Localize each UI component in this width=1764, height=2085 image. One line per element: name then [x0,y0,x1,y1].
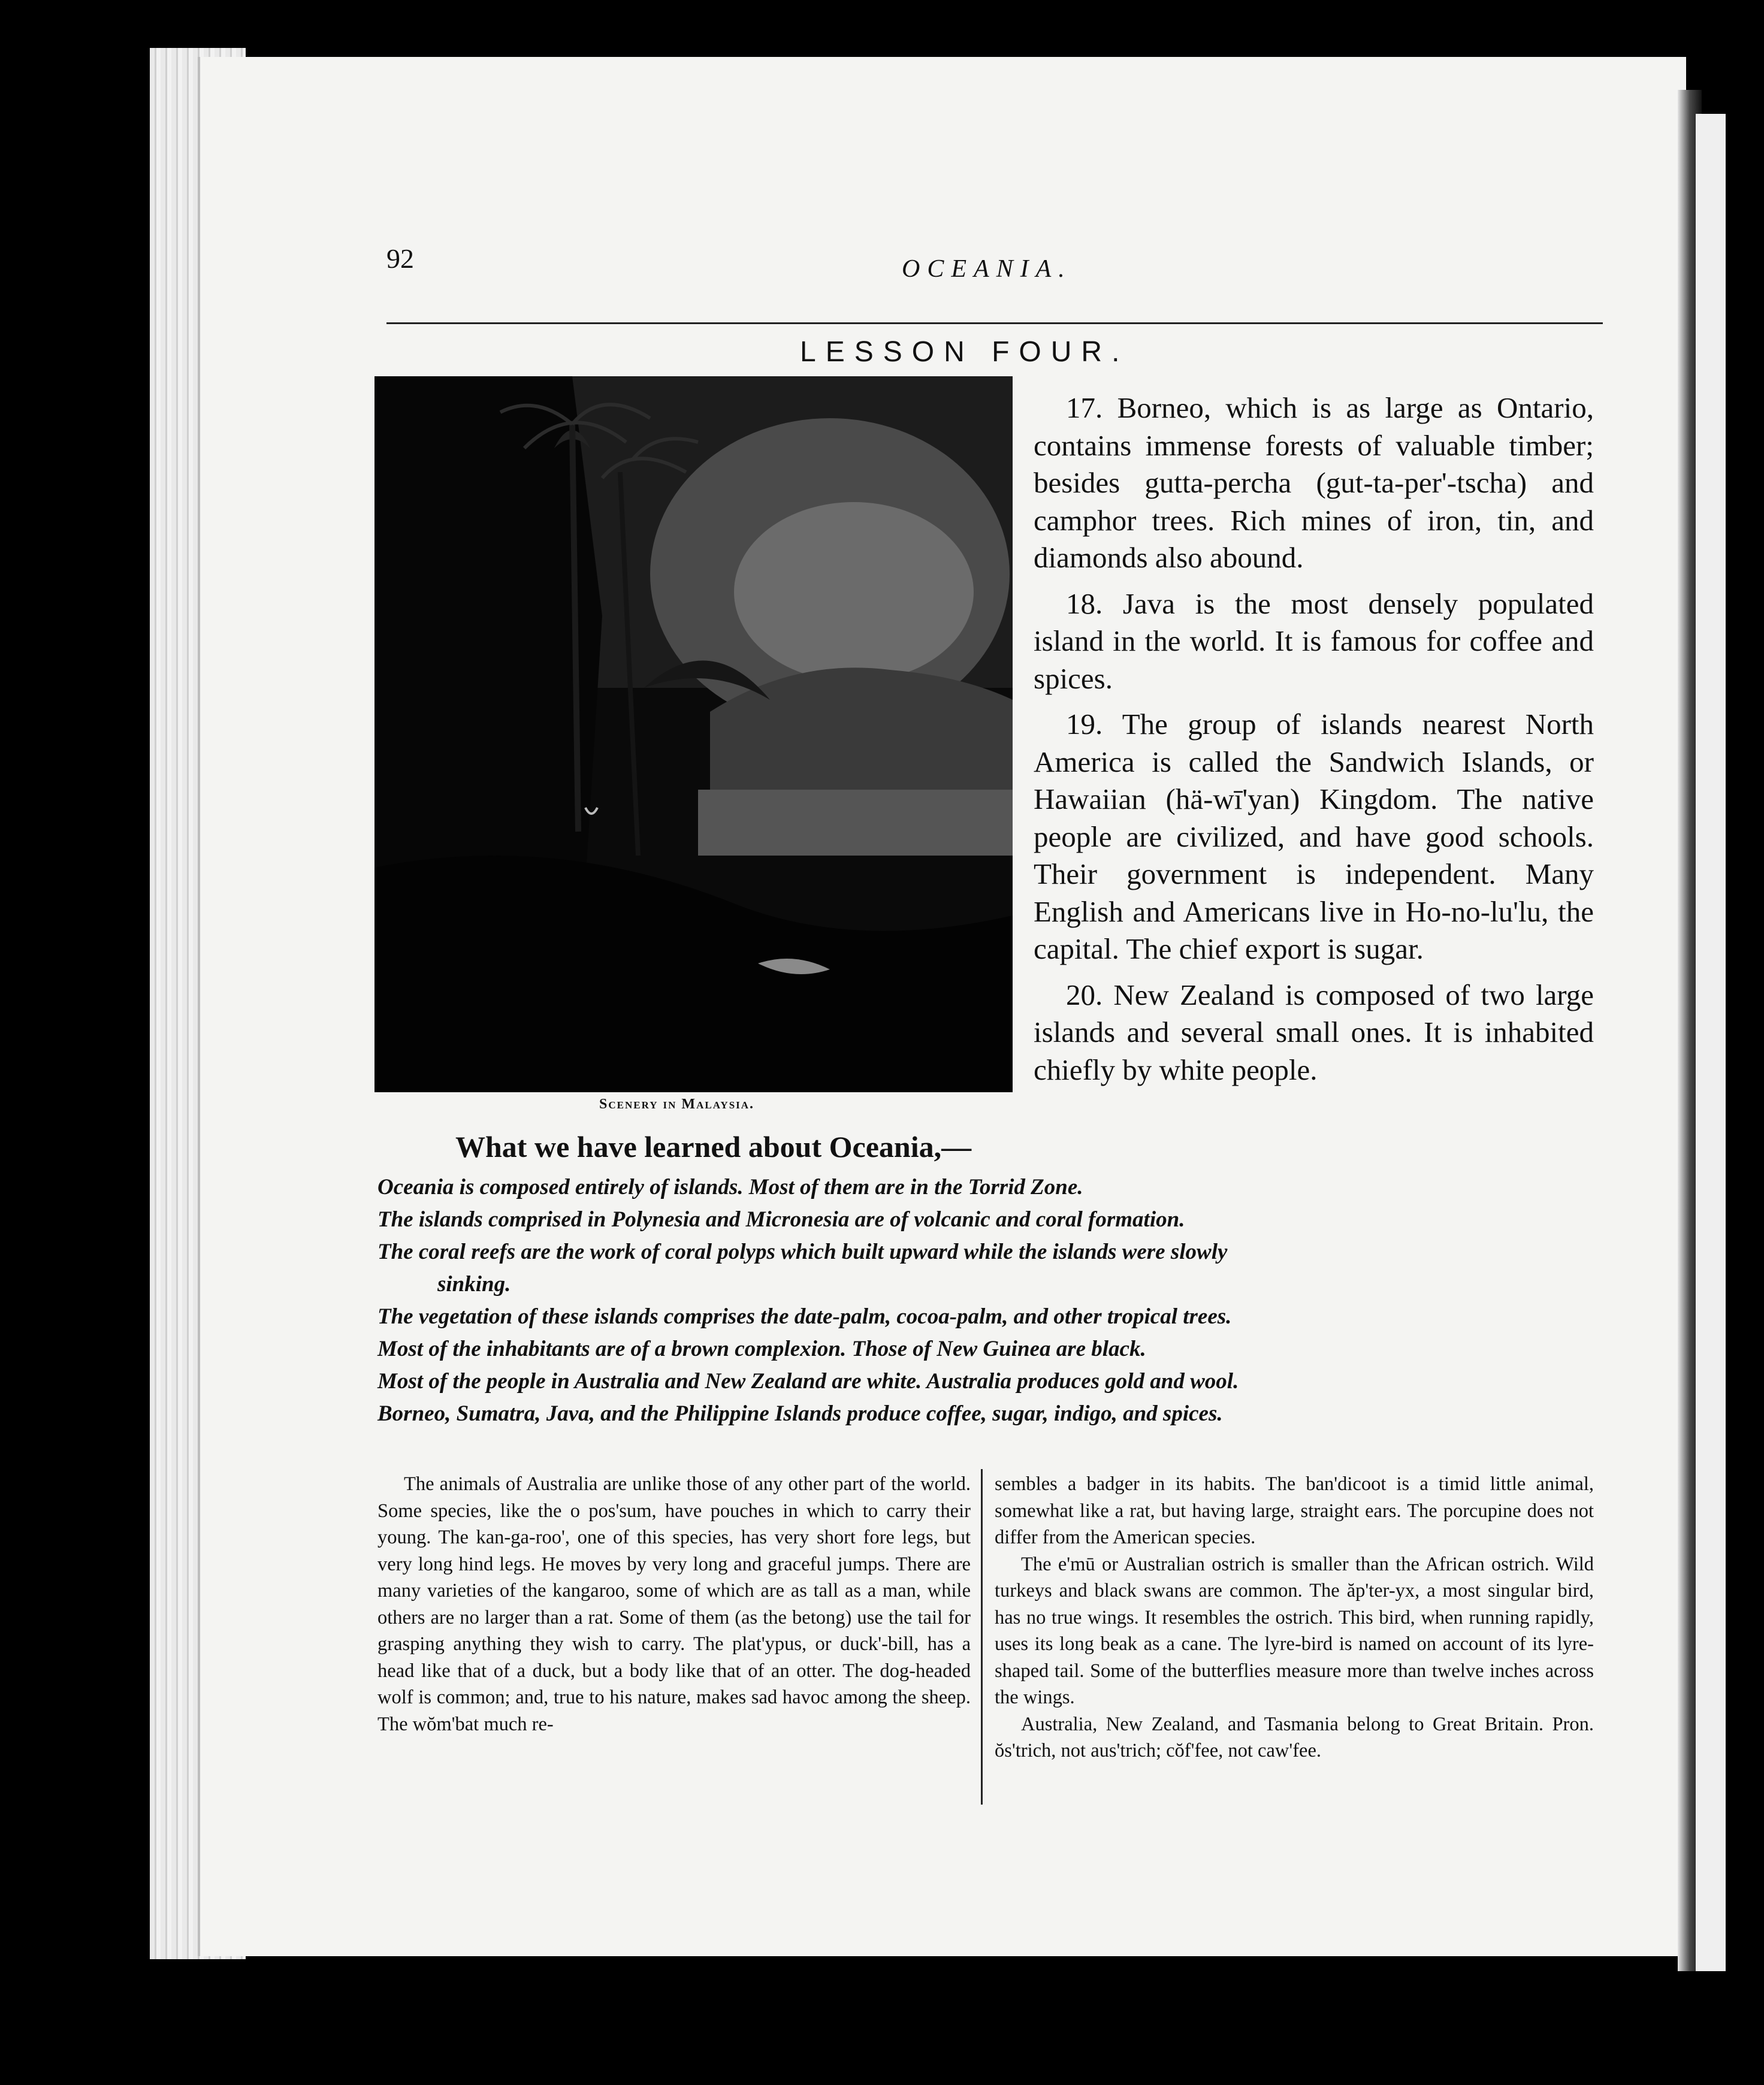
facing-page-edge [1696,114,1726,1971]
summary-line: Oceania is composed entirely of islands. Most of them are in the Torrid Zone. [377,1175,1083,1199]
notes-paragraph: The animals of Australia are unlike those of any other part of the world. Some species, like the o pos'sum, have pouches in which to carry their young. The kan-ga-roo', one of this species, has very short fore legs, but very long hind legs. He moves by very long and graceful jumps. There are many varieties of the kangaroo, some of which are as tall as a man, while others are no larger than a rat. Some of them (as the betong) use the tail for grasping anything they wish to carry. The plat'ypus, or duck'-bill, has a head like that of a duck, but a body like that of an otter. The dog-headed wolf is common; and, true to his nature, makes sad havoc among the sheep. The wŏm'bat much re- [377,1473,971,1735]
notes-paragraph: Australia, New Zealand, and Tasmania belong to Great Britain. Pron. ŏs'trich, not aus'trich; cŏf'fee, not caw'fee. [995,1713,1594,1761]
summary-line: Borneo, Sumatra, Java, and the Philippine Islands produce coffee, sugar, indigo, and spices. [377,1401,1223,1426]
notes-paragraph: sembles a badger in its habits. The ban'dicoot is a timid little animal, somewhat like a rat, but having large, straight ears. The porcupine does not differ from the American species. [995,1473,1594,1548]
running-title: OCEANIA. [902,255,1072,283]
summary-heading: What we have learned about Oceania,— [455,1130,972,1164]
summary-line: The islands comprised in Polynesia and Micronesia are of volcanic and coral formation. [377,1207,1185,1232]
notes-paragraph: The e'mū or Australian ostrich is smaller than the African ostrich. Wild turkeys and black swans are common. The ăp'ter-yx, a most singular bird, has no true wings. It resembles the ostrich. This bird, when running rapidly, uses its long beak as a cane. The lyre-bird is named on account of its lyre-shaped tail. Some of the butterflies measure more than twelve inches across the wings. [995,1553,1594,1708]
summary-line: Most of the inhabitants are of a brown complexion. Those of New Guinea are black. [377,1337,1146,1361]
malaysia-scenery-engraving [374,376,1013,1092]
summary-line: sinking. [437,1272,511,1297]
summary-list [377,1171,1600,1430]
lesson-paragraph: 20. New Zealand is composed of two large islands and several small ones. It is inhabited chiefly by white people. [1034,978,1594,1086]
summary-line: Most of the people in Australia and New Zealand are white. Australia produces gold and wool. [377,1369,1239,1394]
lesson-paragraph: 17. Borneo, which is as large as Ontario, contains immense forests of valuable timber; besides gutta-percha (gut-ta-per'-tscha) and camphor trees. Rich mines of iron, tin, and diamonds also abound. [1034,391,1594,574]
lesson-heading: LESSON FOUR. [800,336,1129,368]
lesson-text [1034,389,1594,1097]
summary-line: The coral reefs are the work of coral polyps which built upward while the islands were slowly [377,1240,1228,1264]
lesson-paragraph: 18. Java is the most densely populated island in the world. It is famous for coffee and spices. [1034,587,1594,695]
column-divider [981,1469,983,1805]
summary-line: The vegetation of these islands comprises the date-palm, cocoa-palm, and other tropical trees. [377,1304,1232,1329]
notes-left-column [377,1471,971,1738]
notes-right-column [995,1471,1594,1764]
illustration-caption: Scenery in Malaysia. [599,1096,755,1112]
lesson-paragraph: 19. The group of islands nearest North America is called the Sandwich Islands, or Hawaiian (hä-wī'yan) Kingdom. The native people are civilized, and have good schools. Their government is independent. Many English and Americans live in Ho-no-lu'lu, the capital. The chief export is sugar. [1034,708,1594,965]
page-header [386,243,1603,285]
header-rule [386,322,1603,324]
page-number: 92 [386,243,414,274]
